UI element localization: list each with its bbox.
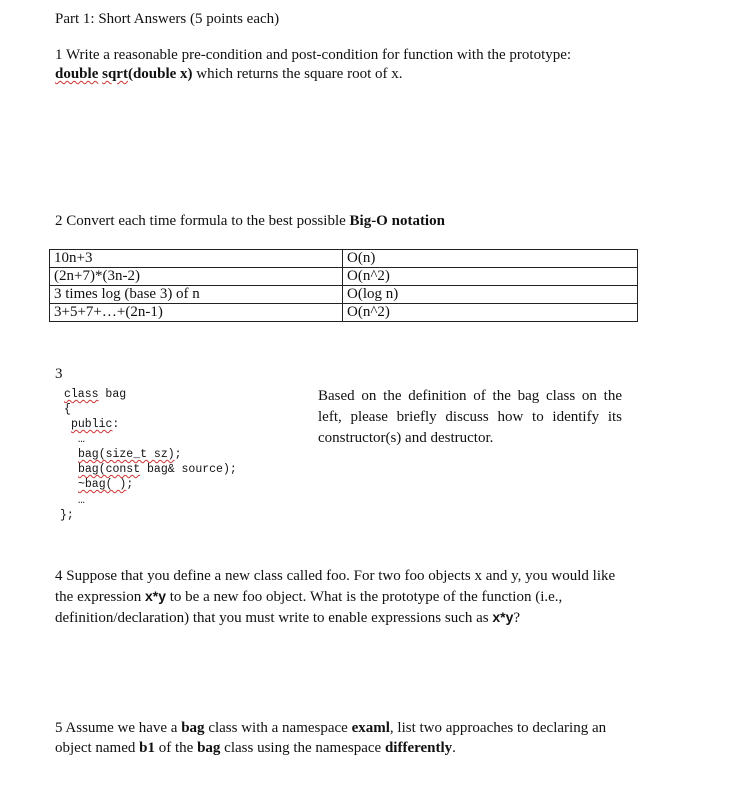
code-close-brace: };: [60, 509, 74, 522]
q5-b4: bag: [197, 740, 221, 756]
table-cell-bigo: O(n^2): [343, 304, 638, 322]
table-row: [50, 304, 638, 322]
code-line-class: [64, 388, 126, 401]
table-row: [50, 286, 638, 304]
q5-b1: bag: [181, 720, 205, 736]
code-ellipsis: …: [78, 433, 85, 446]
q2-intro-text: Convert each time formula to the best possible: [66, 213, 350, 229]
q2-intro-bold: Big-O notation: [349, 213, 445, 229]
code-dtor-end: ;: [126, 478, 134, 491]
q5-question: [55, 718, 635, 758]
q1-number: 1: [55, 47, 63, 63]
section-header: Part 1: Short Answers (5 points each): [55, 11, 280, 27]
q5-t1: 5 Assume we have a: [55, 720, 182, 736]
q3-question: Based on the definition of the bag class on the left, please briefly discuss how to identify its constructor(s) and destructor.: [318, 388, 622, 446]
q5-b2: examl: [351, 720, 390, 736]
code-line-public: [71, 418, 119, 431]
code-dtor: ~bag( ): [78, 478, 127, 491]
code-kw-class: class: [64, 388, 99, 401]
q5-b5: differently: [384, 740, 453, 756]
q1-line2-rest: which returns the square root of x.: [192, 66, 403, 82]
q1-proto-type: double: [55, 66, 99, 82]
table-row: [50, 268, 638, 286]
q1-line2: [55, 66, 403, 83]
q4-text-b: to be a new foo object. What is the prototype of the function (i.e., definition/declaration) that you must write to enable expressions such as: [55, 589, 563, 626]
q1-proto-args: (double x): [127, 66, 193, 82]
code-line-ctor1: [78, 448, 182, 461]
table-cell-formula: 3+5+7+…+(2n-1): [50, 304, 343, 322]
table-row: [50, 250, 638, 268]
q3-number: 3: [55, 366, 63, 382]
q5-t6: .: [452, 740, 456, 756]
bigo-table: [49, 249, 638, 322]
code-class-name: bag: [98, 388, 127, 401]
code-ctor1: bag(size_t sz): [78, 448, 175, 461]
q5-t4: of the: [154, 740, 198, 756]
q1-proto-func: sqrt: [102, 66, 128, 82]
q2-number: 2: [55, 213, 63, 229]
code-ctor1-end: ;: [174, 448, 182, 461]
code-line-dtor: [78, 478, 133, 491]
table-cell-formula: 10n+3: [50, 250, 343, 268]
q5-b3: b1: [139, 740, 155, 756]
code-public-colon: :: [112, 418, 120, 431]
code-ctor2-end: bag& source);: [140, 463, 237, 476]
q2-intro: [55, 213, 445, 230]
code-line-ctor2: [78, 463, 237, 476]
code-kw-public: public: [71, 418, 113, 431]
q4-question: [55, 566, 635, 628]
code-open-brace: {: [64, 403, 71, 416]
q4-expr1: x*y: [144, 588, 167, 604]
table-cell-formula: (2n+7)*(3n-2): [50, 268, 343, 286]
code-ctor2: bag(const: [78, 463, 141, 476]
q4-text-c: ?: [513, 610, 521, 626]
table-cell-bigo: O(n): [343, 250, 638, 268]
table-cell-bigo: O(n^2): [343, 268, 638, 286]
table-cell-formula: 3 times log (base 3) of n: [50, 286, 343, 304]
q5-t2: class with a namespace: [204, 720, 352, 736]
table-cell-bigo: O(log n): [343, 286, 638, 304]
q1-line1: [55, 47, 571, 64]
q5-t3: , list two approaches to declaring an object named: [55, 720, 607, 756]
q4-expr2: x*y: [492, 609, 514, 625]
code-ellipsis: …: [78, 494, 85, 507]
q4-text-a: 4 Suppose that you define a new class called foo. For two foo objects x and y, you would like the expression: [55, 568, 616, 605]
q1-text: Write a reasonable pre-condition and post-condition for function with the prototype:: [65, 47, 572, 63]
q5-t5: class using the namespace: [220, 740, 385, 756]
